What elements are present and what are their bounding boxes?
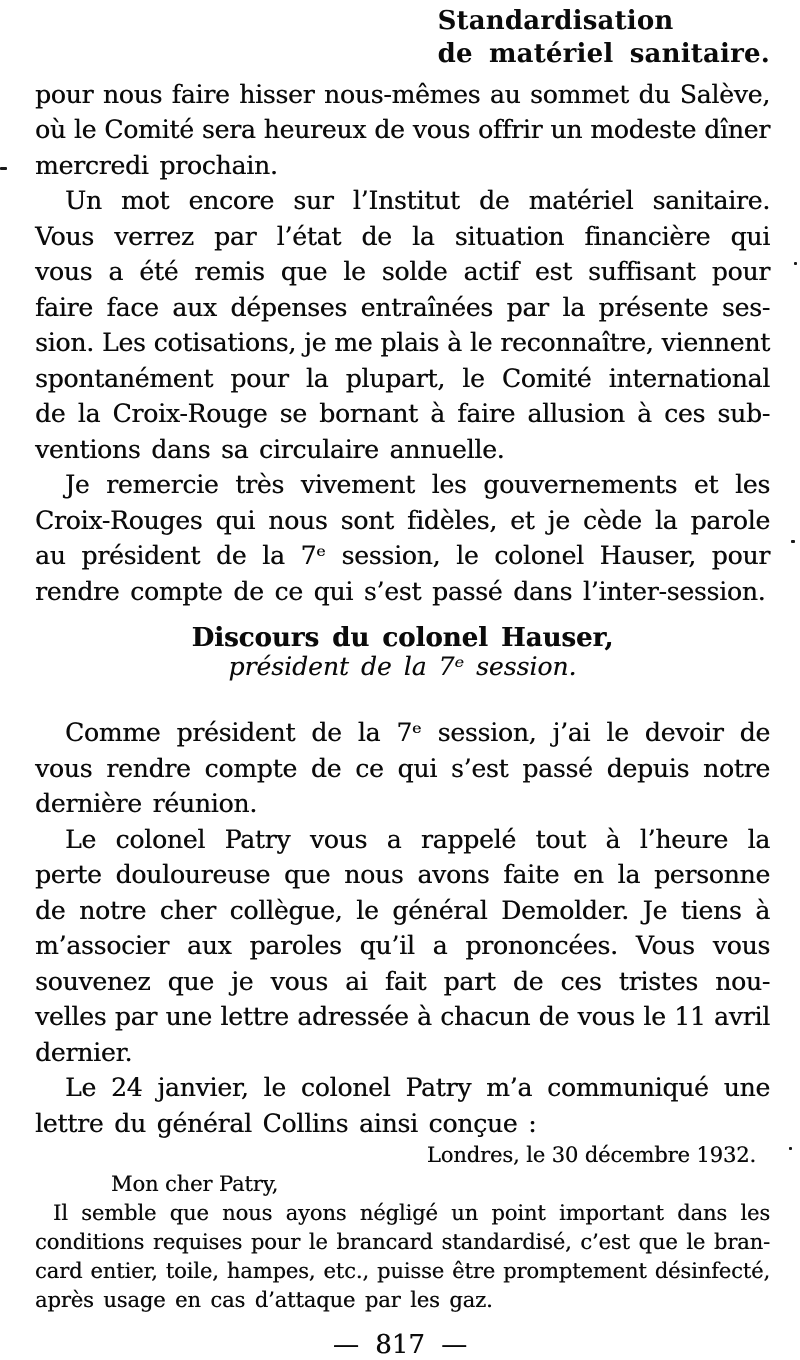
- page-number: — 817 —: [332, 1330, 468, 1360]
- running-header-block: [438, 5, 770, 71]
- text-line: sion. Les cotisations, je me plais à le reconnaître, viennent: [35, 328, 770, 357]
- text-line: Je remercie très vivement les gouvernements et les: [65, 470, 770, 499]
- text-line: rendre compte de ce qui s’est passé dans l’inter-session.: [35, 576, 766, 606]
- text-line: mercredi prochain.: [35, 150, 278, 180]
- running-header-line-1: Standardisation: [437, 6, 674, 36]
- text-line: pour nous faire hisser nous-mêmes au sommet du Salève,: [35, 79, 770, 109]
- text-line: vous a été remis que le solde actif est suffisant pour: [35, 257, 770, 286]
- paragraph: [35, 715, 770, 822]
- text-line: de notre cher collègue, le général Demolder. Je tiens à: [35, 895, 770, 925]
- scan-speck: [794, 262, 797, 265]
- letter-body: [35, 1199, 770, 1315]
- speech-text: [35, 715, 770, 1141]
- scan-speck: [789, 1147, 792, 1150]
- paragraph-continuation: [35, 77, 770, 184]
- text-line: m’associer aux paroles qu’il a prononcées. Vous vous: [35, 931, 770, 960]
- text-line: souvenez que je vous ai fait part de ces tristes nou-: [35, 966, 770, 996]
- letter-dateline: Londres, le 30 décembre 1932.: [426, 1143, 756, 1167]
- letter-salutation: Mon cher Patry,: [111, 1172, 279, 1196]
- text-line: lettre du général Collins ainsi conçue :: [35, 1108, 537, 1138]
- section-subtitle: président de la 7ᵉ session.: [228, 652, 577, 681]
- paragraph: [35, 467, 770, 609]
- text-line: faire face aux dépenses entraînées par la présente ses-: [35, 292, 770, 322]
- text-line: au président de la 7ᵉ session, le colonel Hauser, pour: [35, 541, 770, 570]
- scan-speck: [0, 167, 7, 170]
- text-line: ventions dans sa circulaire annuelle.: [35, 434, 505, 464]
- text-line: dernière réunion.: [35, 789, 257, 818]
- text-line: vous rendre compte de ce qui s’est passé depuis notre: [35, 753, 770, 783]
- running-header: [35, 5, 770, 71]
- section-heading: [35, 623, 770, 681]
- quoted-letter: [35, 1141, 770, 1315]
- text-line: Comme président de la 7ᵉ session, j’ai le devoir de: [65, 718, 770, 747]
- section-title: Discours du colonel Hauser,: [191, 623, 614, 653]
- text-line: card entier, toile, hampes, etc., puisse être promptement désinfecté,: [35, 1259, 770, 1283]
- paragraph: [35, 183, 770, 467]
- text-line: Croix-Rouges qui nous sont fidèles, et je cède la parole: [35, 505, 770, 535]
- text-line: dernier.: [35, 1037, 133, 1067]
- running-header-line-2: de matériel sanitaire.: [437, 39, 770, 69]
- text-line: Le 24 janvier, le colonel Patry m’a communiqué une: [65, 1073, 770, 1102]
- text-line: perte douloureuse que nous avons faite en la personne: [35, 860, 770, 889]
- text-line: spontanément pour la plupart, le Comité international: [35, 363, 770, 393]
- text-line: Il semble que nous ayons négligé un point important dans les: [53, 1201, 770, 1225]
- paragraph: [35, 822, 770, 1071]
- text-line: Vous verrez par l’état de la situation financière qui: [35, 221, 770, 251]
- paragraph: [35, 1070, 770, 1141]
- text-line: Un mot encore sur l’Institut de matériel sanitaire.: [65, 186, 770, 215]
- intro-text: [35, 77, 770, 610]
- text-line: conditions requises pour le brancard standardisé, c’est que le bran-: [35, 1230, 770, 1254]
- scan-speck: [791, 540, 795, 543]
- text-line: de la Croix-Rouge se bornant à faire allusion à ces sub-: [35, 399, 770, 428]
- text-line: Le colonel Patry vous a rappelé tout à l’heure la: [65, 824, 770, 854]
- text-line: velles par une lettre adressée à chacun de vous le 11 avril: [35, 1002, 770, 1031]
- text-line: après usage en cas d’attaque par les gaz.: [35, 1288, 493, 1312]
- text-line: où le Comité sera heureux de vous offrir un modeste dîner: [35, 115, 770, 144]
